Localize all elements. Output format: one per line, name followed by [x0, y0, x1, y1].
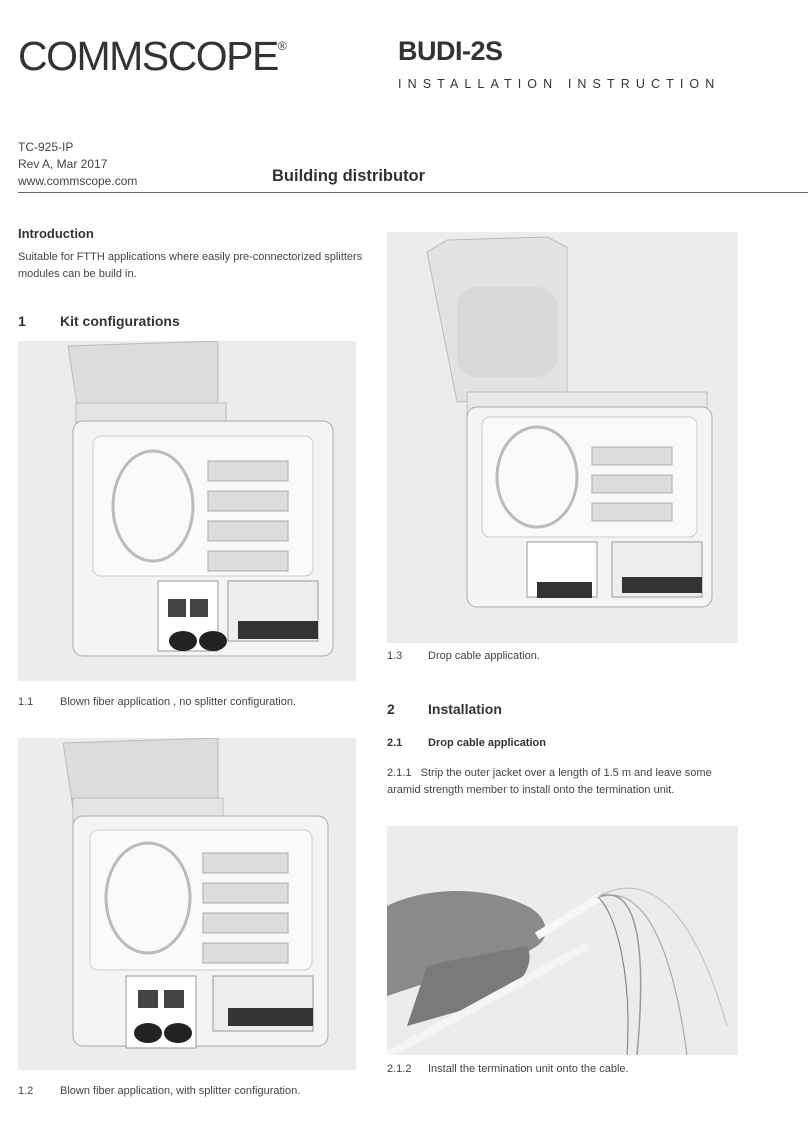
- figure-1-2-photo: [18, 738, 356, 1070]
- logo-text: COMMSCOPE: [18, 33, 278, 79]
- doc-title: Building distributor: [272, 167, 426, 185]
- figure-1-1-caption: Blown fiber application , no splitter configuration.: [60, 696, 297, 708]
- section1-title: Kit configurations: [60, 313, 180, 329]
- step-2-1-2-text: Install the termination unit onto the cable.: [428, 1063, 629, 1075]
- doc-code: TC-925-IP: [18, 140, 74, 154]
- figure-1-1-photo: [18, 341, 356, 681]
- cable-stripping-photo: [387, 826, 738, 1055]
- section2-title: Installation: [428, 701, 502, 717]
- figure-1-2-caption: Blown fiber application, with splitter configuration.: [60, 1085, 301, 1097]
- figure-1-2-number: 1.2: [18, 1085, 34, 1097]
- step-2-1-1: [387, 765, 732, 799]
- step-2-1-2-number: 2.1.2: [387, 1063, 412, 1075]
- product-name: BUDI-2S: [398, 36, 503, 66]
- figure-1-3-number: 1.3: [387, 650, 403, 662]
- figure-1-3-caption: Drop cable application.: [428, 650, 540, 662]
- subsection-2-1-number: 2.1: [387, 737, 403, 749]
- step-2-1-1-number: 2.1.1: [387, 767, 412, 779]
- website-link[interactable]: www.commscope.com: [18, 174, 138, 188]
- section1-number: 1: [18, 313, 26, 329]
- figure-1-1-number: 1.1: [18, 696, 34, 708]
- section2-number: 2: [387, 701, 395, 717]
- figure-1-3-photo: [387, 232, 738, 643]
- logo-registered-mark: ®: [277, 39, 287, 53]
- commscope-logo: [18, 33, 287, 79]
- document-type: INSTALLATION INSTRUCTION: [398, 77, 721, 91]
- intro-heading: Introduction: [18, 226, 94, 241]
- step-2-1-1-text: Strip the outer jacket over a length of 1.5 m and leave some aramid strength member to install onto the termination unit.: [387, 767, 712, 796]
- doc-revision: Rev A, Mar 2017: [18, 157, 108, 171]
- subsection-2-1-title: Drop cable application: [428, 737, 546, 749]
- intro-text: Suitable for FTTH applications where easily pre-connectorized splitters modules can be build in.: [18, 251, 363, 280]
- header-divider: [18, 192, 808, 193]
